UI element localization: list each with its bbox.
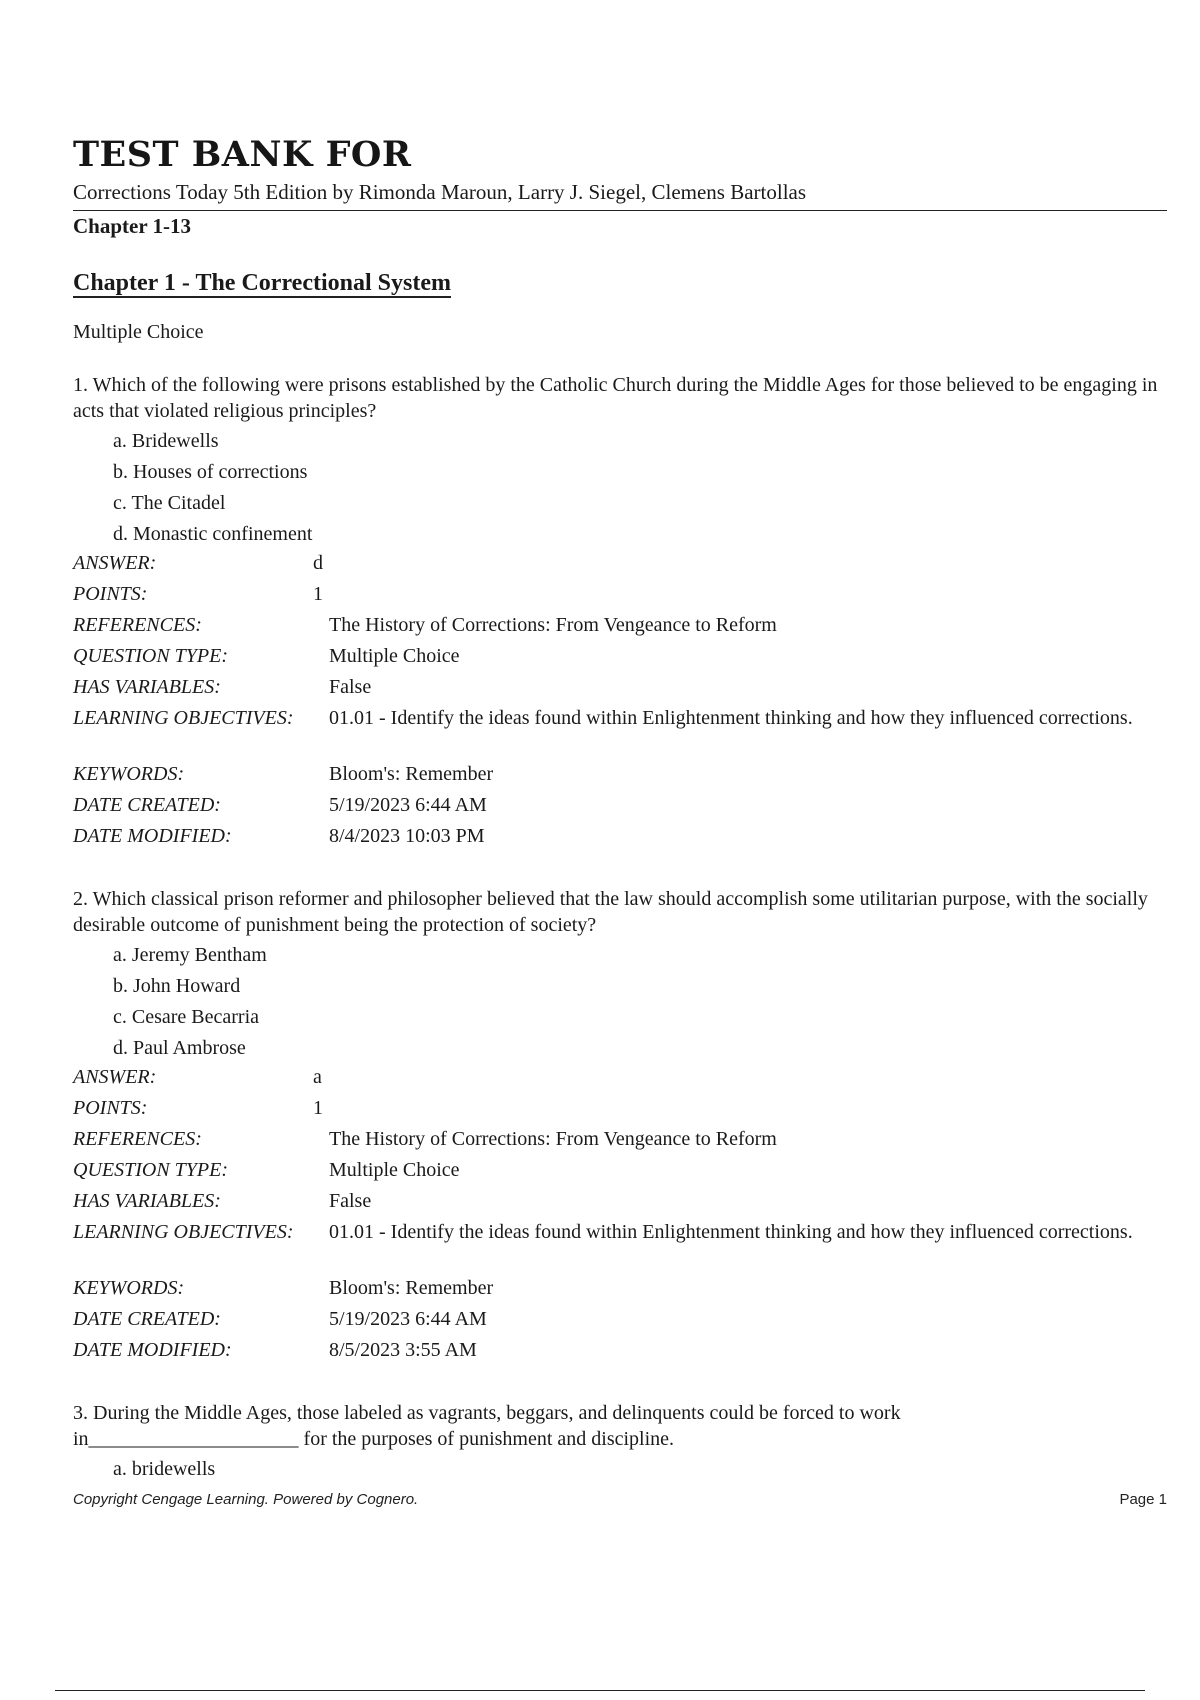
meta-key: LEARNING OBJECTIVES:: [73, 1221, 294, 1243]
meta-key: DATE MODIFIED:: [73, 1339, 232, 1361]
meta-date-created: [73, 1306, 1167, 1337]
question-stem-line-1: 3. During the Middle Ages, those labeled as vagrants, beggars, and delinquents could be forced to work: [73, 1402, 901, 1424]
question-stem-line-2: in_____________________ for the purposes of punishment and discipline.: [73, 1428, 675, 1450]
option-list: [73, 1454, 1167, 1485]
references-value: The History of Corrections: From Vengeance to Reform: [329, 1128, 777, 1150]
answer-value: a: [313, 1066, 322, 1088]
references-value: The History of Corrections: From Vengeance to Reform: [329, 614, 777, 636]
meta-points: [73, 1095, 1167, 1126]
meta-keywords: [73, 761, 1167, 792]
has-variables-value: False: [329, 676, 372, 698]
option-d: d. Paul Ambrose: [113, 1037, 246, 1059]
meta-question-type: [73, 643, 1167, 674]
meta-key: POINTS:: [73, 583, 148, 605]
meta-points: [73, 581, 1167, 612]
question-type-value: Multiple Choice: [329, 645, 460, 667]
points-value: 1: [313, 1097, 323, 1119]
option-c: c. Cesare Becarria: [113, 1006, 260, 1028]
meta-key: KEYWORDS:: [73, 1277, 185, 1299]
meta-key: REFERENCES:: [73, 1128, 202, 1150]
section-label: Multiple Choice: [73, 321, 204, 343]
keywords-value: Bloom's: Remember: [329, 763, 494, 785]
meta-answer: [73, 1064, 1167, 1095]
option-a: a. Bridewells: [113, 430, 219, 452]
meta-keywords: [73, 1275, 1167, 1306]
points-value: 1: [313, 583, 323, 605]
option-b: b. John Howard: [113, 975, 241, 997]
meta-learning-objectives: [73, 1219, 1167, 1275]
meta-learning-objectives: [73, 705, 1167, 761]
meta-key: POINTS:: [73, 1097, 148, 1119]
document-title: TEST BANK FOR: [73, 134, 412, 175]
meta-key: QUESTION TYPE:: [73, 1159, 229, 1181]
question-3: [73, 1400, 1167, 1485]
date-created-value: 5/19/2023 6:44 AM: [329, 794, 487, 816]
option-d: d. Monastic confinement: [113, 523, 313, 545]
meta-date-created: [73, 792, 1167, 823]
option-list: [73, 940, 1167, 1064]
meta-key: KEYWORDS:: [73, 763, 185, 785]
keywords-value: Bloom's: Remember: [329, 1277, 494, 1299]
page-number: Page 1: [1119, 1491, 1167, 1508]
date-created-value: 5/19/2023 6:44 AM: [329, 1308, 487, 1330]
option-c: c. The Citadel: [113, 492, 226, 514]
meta-references: [73, 612, 1167, 643]
meta-key: HAS VARIABLES:: [73, 1190, 221, 1212]
meta-has-variables: [73, 1188, 1167, 1219]
meta-answer: [73, 550, 1167, 581]
footer-copyright: Copyright Cengage Learning. Powered by Cognero.: [73, 1491, 419, 1508]
has-variables-value: False: [329, 1190, 372, 1212]
question-stem: 1. Which of the following were prisons established by the Catholic Church during the Middle Ages for those believed to be engaging in acts that violated religious principles?: [73, 374, 1158, 422]
meta-key: QUESTION TYPE:: [73, 645, 229, 667]
learning-objectives-value: 01.01 - Identify the ideas found within Enlightenment thinking and how they influenced corrections.: [329, 707, 1133, 729]
option-list: [73, 426, 1167, 550]
meta-key: ANSWER:: [73, 1066, 157, 1088]
meta-key: REFERENCES:: [73, 614, 202, 636]
meta-key: HAS VARIABLES:: [73, 676, 221, 698]
option-a: a. Jeremy Bentham: [113, 944, 267, 966]
bottom-divider: [55, 1690, 1145, 1691]
meta-key: DATE CREATED:: [73, 1308, 221, 1330]
meta-date-modified: [73, 1337, 1167, 1368]
learning-objectives-value: 01.01 - Identify the ideas found within Enlightenment thinking and how they influenced corrections.: [329, 1221, 1133, 1243]
meta-references: [73, 1126, 1167, 1157]
question-metadata: [73, 1064, 1167, 1368]
meta-question-type: [73, 1157, 1167, 1188]
question-metadata: [73, 550, 1167, 854]
question-1: [73, 372, 1167, 854]
meta-has-variables: [73, 674, 1167, 705]
option-a: a. bridewells: [113, 1458, 216, 1480]
chapter-range: Chapter 1-13: [73, 214, 192, 238]
document-subtitle: Corrections Today 5th Edition by Rimonda Maroun, Larry J. Siegel, Clemens Bartollas: [73, 180, 807, 204]
chapter-heading: Chapter 1 - The Correctional System: [73, 270, 451, 298]
question-2: [73, 886, 1167, 1368]
meta-key: LEARNING OBJECTIVES:: [73, 707, 294, 729]
question-type-value: Multiple Choice: [329, 1159, 460, 1181]
answer-value: d: [313, 552, 323, 574]
date-modified-value: 8/4/2023 10:03 PM: [329, 825, 485, 847]
date-modified-value: 8/5/2023 3:55 AM: [329, 1339, 477, 1361]
meta-key: DATE CREATED:: [73, 794, 221, 816]
meta-key: DATE MODIFIED:: [73, 825, 232, 847]
meta-date-modified: [73, 823, 1167, 854]
option-b: b. Houses of corrections: [113, 461, 308, 483]
meta-key: ANSWER:: [73, 552, 157, 574]
title-divider: [73, 210, 1167, 211]
question-stem: 2. Which classical prison reformer and philosopher believed that the law should accomplish some utilitarian purpose, with the socially desirable outcome of punishment being the protection of society?: [73, 888, 1148, 936]
